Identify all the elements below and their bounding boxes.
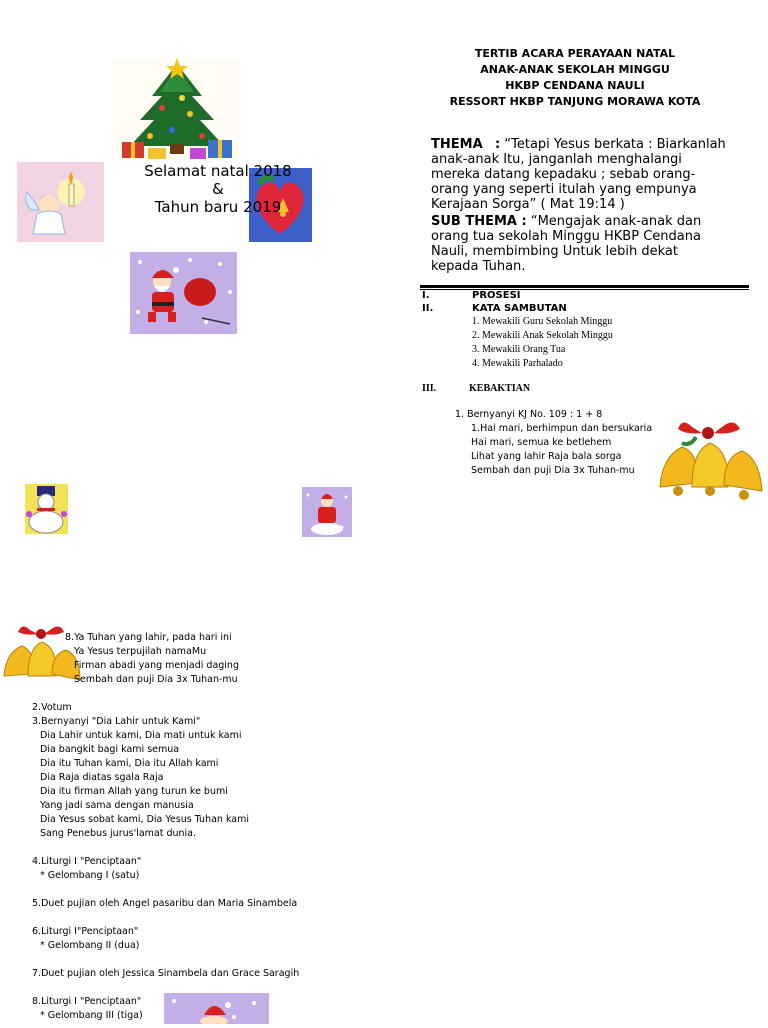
verse8-4: Sembah dan puji Dia 3x Tuhan-mu bbox=[74, 674, 238, 685]
song3-line-4: Dia Raja diatas sgala Raja bbox=[40, 772, 164, 783]
santa-bottom-icon bbox=[164, 993, 269, 1024]
item5: 5.Duet pujian oleh Angel pasaribu dan Maria Sinambela bbox=[32, 898, 298, 909]
greeting bbox=[118, 162, 318, 216]
header-line-4: RESSORT HKBP TANJUNG MORAWA KOTA bbox=[449, 95, 701, 108]
sub-theme-text-3: Nauli, membimbing Untuk lebih dekat bbox=[431, 244, 678, 259]
christmas-tree-icon bbox=[112, 58, 242, 160]
sub-theme-text-2: orang tua sekolah Minggu HKBP Cendana bbox=[431, 229, 701, 244]
kj-verse1-3: Lihat yang lahir Raja bala sorga bbox=[471, 451, 622, 462]
theme-label: THEMA bbox=[431, 137, 483, 152]
agenda-ii-label: KATA SAMBUTAN bbox=[472, 303, 567, 314]
song3-title: 3.Bernyanyi "Dia Lahir untuk Kami" bbox=[32, 716, 201, 727]
agenda-i-num: I. bbox=[422, 290, 430, 301]
song3-line-7: Dia Yesus sobat kami, Dia Yesus Tuhan kami bbox=[40, 814, 250, 825]
sambutan-4: 4. Mewakili Parhalado bbox=[472, 358, 563, 369]
theme-sep: : bbox=[495, 137, 501, 152]
angel-candle-icon bbox=[17, 162, 104, 242]
greeting-line-2: & bbox=[212, 180, 224, 198]
song3-line-6: Yang jadi sama dengan manusia bbox=[40, 800, 194, 811]
kj-verse1-4: Sembah dan puji Dia 3x Tuhan-mu bbox=[471, 465, 635, 476]
agenda-iii-label: KEBAKTIAN bbox=[469, 383, 531, 394]
divider bbox=[420, 285, 749, 288]
greeting-line-3: Tahun baru 2019 bbox=[154, 198, 282, 216]
page-header bbox=[400, 46, 750, 110]
header-line-1: TERTIB ACARA PERAYAAN NATAL bbox=[474, 47, 676, 60]
kj-verse1-1: 1.Hai mari, berhimpun dan bersukaria bbox=[471, 423, 653, 434]
divider-thin bbox=[420, 289, 749, 290]
song3-line-3: Dia itu Tuhan kami, Dia itu Allah kami bbox=[40, 758, 219, 769]
song3-line-1: Dia Lahir untuk kami, Dia mati untuk kami bbox=[40, 730, 242, 741]
item6: 6.Liturgi I"Penciptaan" bbox=[32, 926, 139, 937]
item8-sub: * Gelombang III (tiga) bbox=[40, 1010, 143, 1021]
item4: 4.Liturgi I "Penciptaan" bbox=[32, 856, 142, 867]
theme-text-4: orang yang seperti itulah yang empunya bbox=[431, 182, 697, 197]
agenda-i-label: PROSESI bbox=[472, 290, 521, 301]
item6-sub: * Gelombang II (dua) bbox=[40, 940, 140, 951]
song3-line-5: Dia itu firman Allah yang turun ke bumi bbox=[40, 786, 228, 797]
sub-theme-label: SUB THEMA : bbox=[431, 214, 527, 229]
verse8-3: Firman abadi yang menjadi daging bbox=[74, 660, 239, 671]
sambutan-2: 2. Mewakili Anak Sekolah Minggu bbox=[472, 330, 613, 341]
snowman-icon bbox=[25, 484, 68, 534]
theme-text-2: anak-anak Itu, janganlah menghalangi bbox=[431, 152, 682, 167]
kj-verse1-2: Hai mari, semua ke betlehem bbox=[471, 437, 612, 448]
theme-text-3: mereka datang kepadaku ; sebab orang- bbox=[431, 167, 696, 182]
sambutan-1: 1. Mewakili Guru Sekolah Minggu bbox=[472, 316, 613, 327]
sambutan-3: 3. Mewakili Orang Tua bbox=[472, 344, 566, 355]
item4-sub: * Gelombang I (satu) bbox=[40, 870, 140, 881]
sub-theme-text-1: “Mengajak anak-anak dan bbox=[530, 214, 702, 229]
verse8-1: 8.Ya Tuhan yang lahir, pada hari ini bbox=[65, 632, 232, 643]
song3-line-2: Dia bangkit bagi kami semua bbox=[40, 744, 180, 755]
santa-icon bbox=[130, 252, 237, 334]
item7: 7.Duet pujian oleh Jessica Sinambela dan Grace Saragih bbox=[32, 968, 300, 979]
votum: 2.Votum bbox=[32, 702, 72, 713]
agenda-iii-num: III. bbox=[422, 383, 437, 394]
song3-line-8: Sang Penebus jurus'lamat dunia. bbox=[40, 828, 197, 839]
header-line-3: HKBP CENDANA NAULI bbox=[505, 79, 645, 92]
agenda-ii-num: II. bbox=[422, 303, 434, 314]
header-line-2: ANAK-ANAK SEKOLAH MINGGU bbox=[480, 63, 670, 76]
greeting-line-1: Selamat natal 2018 bbox=[144, 162, 292, 180]
verse8-2: Ya Yesus terpujilah namaMu bbox=[74, 646, 207, 657]
theme-text-1: “Tetapi Yesus berkata : Biarkanlah bbox=[504, 137, 726, 152]
theme-text-5: Kerajaan Sorga” ( Mat 19:14 ) bbox=[431, 197, 625, 212]
santa-small-icon bbox=[302, 487, 352, 537]
sub-theme-text-4: kepada Tuhan. bbox=[431, 259, 526, 274]
theme-block bbox=[431, 137, 756, 274]
kj-title: 1. Bernyanyi KJ No. 109 : 1 + 8 bbox=[455, 409, 603, 420]
bells-icon bbox=[652, 417, 766, 503]
item8: 8.Liturgi I "Penciptaan" bbox=[32, 996, 142, 1007]
